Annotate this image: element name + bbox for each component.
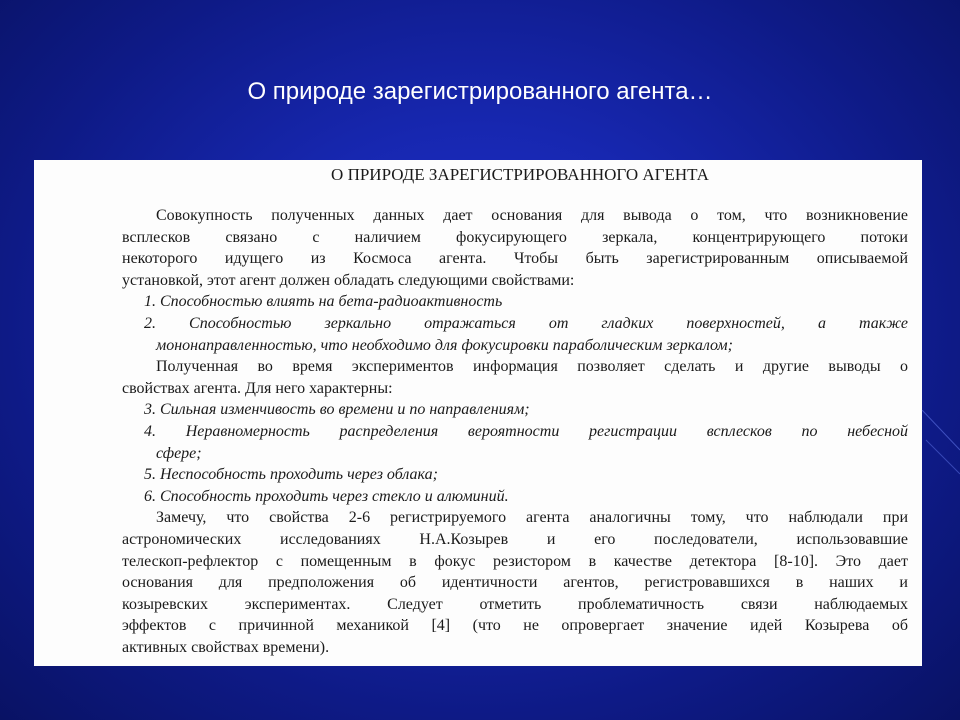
paragraph-line: Полученная во время экспериментов информация позволяет сделать и другие выводы о — [156, 358, 908, 376]
paragraph-line: астрономических исследованиях Н.А.Козырев и его последователи, использовавшие — [122, 530, 908, 548]
paragraph-line: телескоп-рефлектор с помещенным в фокус резистором в качестве детектора [8-10]. Это дает — [122, 552, 908, 570]
list-item: 1. Способностью влиять на бета-радиоактивность — [144, 293, 503, 311]
paragraph-line: свойствах агента. Для него характерны: — [122, 379, 393, 397]
paragraph-line: основания для предположения об идентичности агентов, регистровавшихся в наших и — [122, 574, 908, 592]
paragraph-line: Замечу, что свойства 2-6 регистрируемого агента аналогичны тому, что наблюдали при — [156, 509, 908, 527]
list-item-continuation: сфере; — [156, 444, 202, 462]
paragraph-line: активных свойствах времени). — [122, 638, 330, 656]
list-item: 5. Неспособность проходить через облака; — [144, 466, 438, 484]
scanned-document — [34, 160, 922, 666]
list-item: 4. Неравномерность распределения вероятности регистрации всплесков по небесной — [144, 422, 908, 440]
paragraph-line: некоторого идущего из Космоса агента. Чтобы быть зарегистрированным описываемой — [122, 250, 908, 268]
document-heading: О ПРИРОДЕ ЗАРЕГИСТРИРОВАННОГО АГЕНТА — [331, 165, 709, 184]
paragraph-line: козыревских экспериментах. Следует отметить проблематичность связи наблюдаемых — [122, 595, 908, 613]
list-item: 6. Способность проходить через стекло и алюминий. — [144, 487, 509, 505]
slide-title: О природе зарегистрированного агента… — [247, 78, 713, 105]
decorative-lines — [920, 410, 960, 490]
paragraph-line: всплесков связано с наличием фокусирующего зеркала, концентрирующего потоки — [122, 228, 908, 246]
list-item: 2. Способностью зеркально отражаться от гладких поверхностей, а также — [144, 314, 908, 332]
paragraph-line: Совокупность полученных данных дает основания для вывода о том, что возникновение — [156, 207, 908, 224]
paragraph-line: эффектов с причинной механикой [4] (что не опровергает значение идей Козырева об — [122, 617, 908, 635]
list-item: 3. Сильная изменчивость во времени и по направлениям; — [144, 401, 530, 419]
paragraph-line: установкой, этот агент должен обладать следующими свойствами: — [122, 271, 575, 289]
list-item-continuation: мононаправленностью, что необходимо для фокусировки параболическим зеркалом; — [156, 336, 733, 354]
